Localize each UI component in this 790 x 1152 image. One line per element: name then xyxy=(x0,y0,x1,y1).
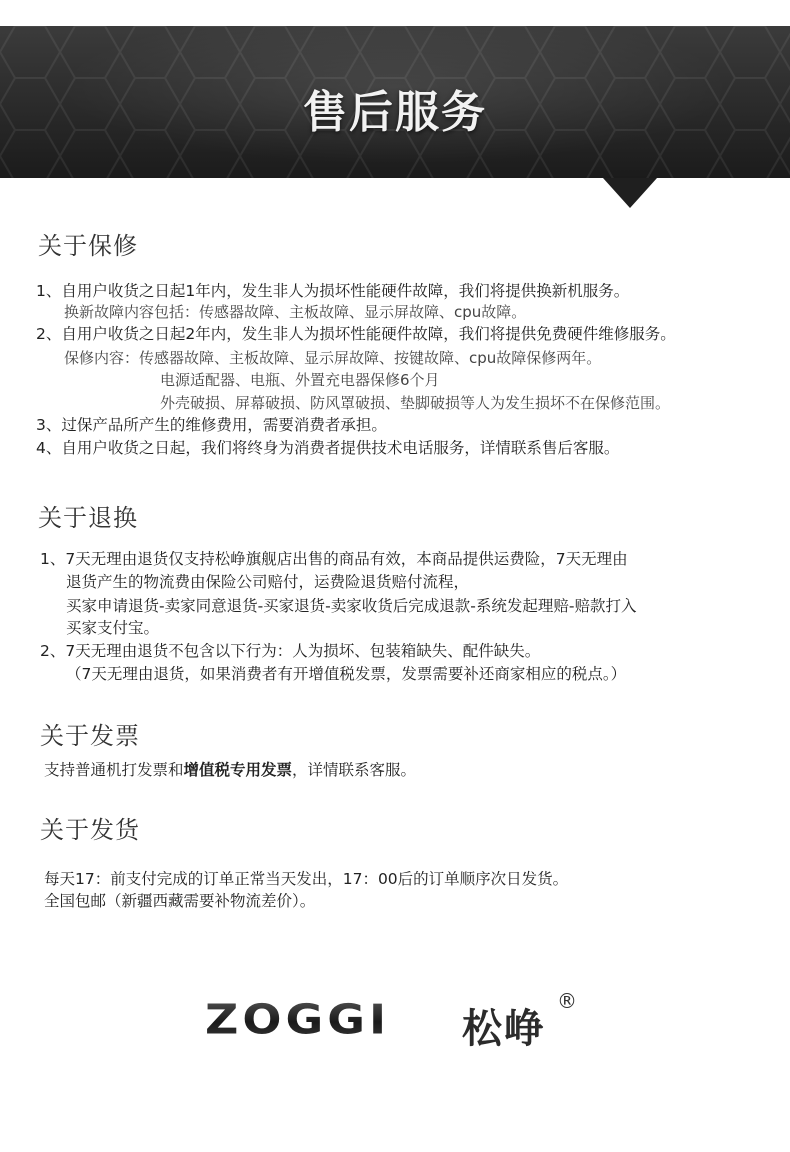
brand-logo-text: ZOGGI xyxy=(205,995,391,1044)
returns-line-2: 退货产生的物流费由保险公司赔付，运费险退货赔付流程， xyxy=(66,573,470,591)
invoice-text-after: ，详情联系客服。 xyxy=(292,761,417,779)
banner-notch xyxy=(603,178,657,208)
brand-logo xyxy=(205,989,595,1052)
warranty-line-8: 4、自用户收货之日起，我们将终身为消费者提供技术电话服务，详情联系售后客服。 xyxy=(36,439,620,457)
warranty-line-1: 1、自用户收货之日起1年内，发生非人为损坏性能硬件故障，我们将提供换新机服务。 xyxy=(36,282,630,300)
warranty-line-5: 电源适配器、电瓶、外置充电器保修6个月 xyxy=(160,371,440,389)
warranty-line-4: 保修内容：传感器故障、主板故障、显示屏故障、按键故障、cpu故障保修两年。 xyxy=(64,349,602,367)
shipping-line-2: 全国包邮（新疆西藏需要补物流差价）。 xyxy=(44,892,316,910)
returns-line-4: 买家支付宝。 xyxy=(66,619,160,637)
invoice-heading: 关于发票 xyxy=(40,722,140,750)
invoice-text-bold: 增值税专用发票 xyxy=(183,761,293,779)
invoice-text xyxy=(44,760,416,781)
warranty-line-6: 外壳破损、屏幕破损、防风罩破损、垫脚破损等人为发生损坏不在保修范围。 xyxy=(160,394,671,412)
shipping-line-1: 每天17：前支付完成的订单正常当天发出，17：00后的订单顺序次日发货。 xyxy=(44,870,569,888)
returns-heading: 关于退换 xyxy=(38,504,138,532)
shipping-heading: 关于发货 xyxy=(40,816,140,844)
invoice-text-before: 支持普通机打发票和 xyxy=(44,761,184,779)
registered-mark-icon: ® xyxy=(557,989,577,1013)
returns-line-6: （7天无理由退货，如果消费者有开增值税发票，发票需要补还商家相应的税点。） xyxy=(66,665,627,683)
warranty-heading: 关于保修 xyxy=(38,232,138,260)
returns-line-3: 买家申请退货-卖家同意退货-买家退货-卖家收货后完成退款-系统发起理赔-赔款打入 xyxy=(66,597,637,615)
returns-line-5: 2、7天无理由退货不包含以下行为：人为损坏、包装箱缺失、配件缺失。 xyxy=(40,642,541,660)
warranty-line-3: 2、自用户收货之日起2年内，发生非人为损坏性能硬件故障，我们将提供免费硬件维修服务。 xyxy=(36,325,676,343)
brand-logo-chinese: 松峥 xyxy=(462,1006,546,1052)
page-title: 售后服务 xyxy=(303,87,487,138)
warranty-line-7: 3、过保产品所产生的维修费用，需要消费者承担。 xyxy=(36,416,387,434)
header-banner xyxy=(0,26,790,178)
returns-line-1: 1、7天无理由退货仅支持松峥旗舰店出售的商品有效，本商品提供运费险，7天无理由 xyxy=(40,550,628,568)
warranty-line-2: 换新故障内容包括：传感器故障、主板故障、显示屏故障、cpu故障。 xyxy=(64,303,527,321)
